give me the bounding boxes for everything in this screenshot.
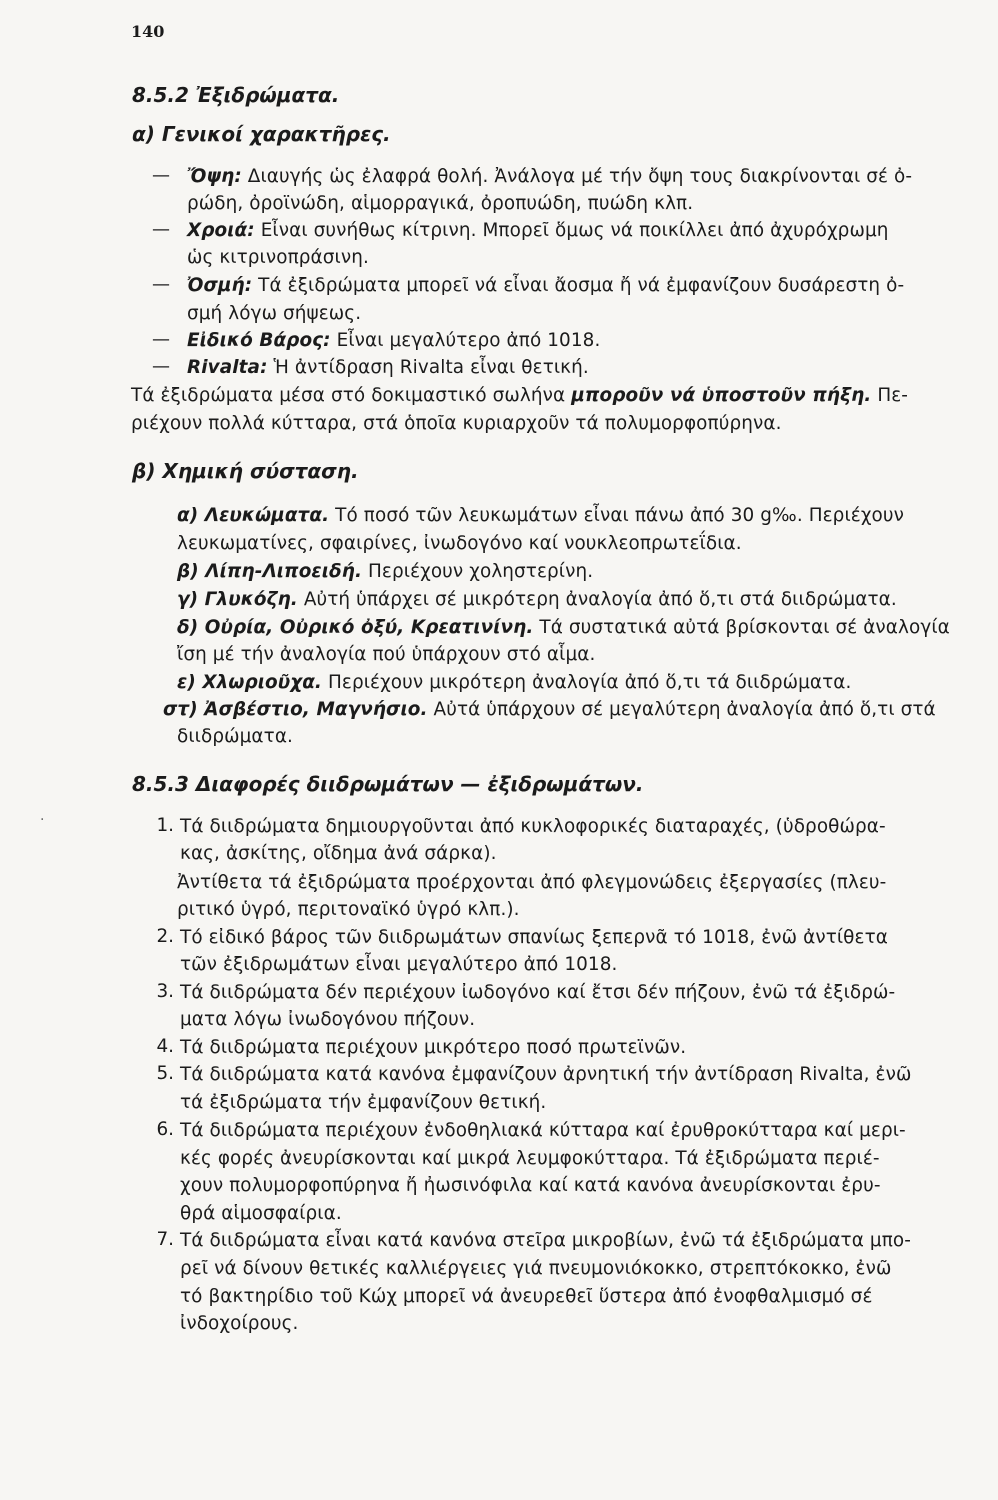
section-853-title: 8.5.3 Διαφορές διιδρωμάτων — ἐξιδρωμάτων.	[132, 772, 644, 796]
characteristic-line: Χροιά: Εἶναι συνήθως κίτρινη. Μπορεῖ ὅμως νά ποικίλλει ἀπό ἀχυρόχρωμη	[187, 220, 889, 241]
item-number: 6.	[156, 1119, 174, 1140]
difference-line: Τά διιδρώματα δημιουργοῦνται ἀπό κυκλοφορικές διαταραχές, (ὑδροθώρα-	[180, 816, 886, 837]
characteristic-line: Ὀσμή: Τά ἐξιδρώματα μπορεῖ νά εἶναι ἄοσμα ἤ νά ἐμφανίζουν δυσάρεστη ὀ-	[187, 275, 905, 296]
subsection-b-title: β) Χημική σύσταση.	[132, 459, 359, 483]
characteristic-line: ὡς κιτρινοπράσινη.	[187, 247, 369, 268]
difference-line: κές φορές ἀνευρίσκονται καί μικρά λευμφοκύτταρα. Τά ἐξιδρώματα περιέ-	[180, 1148, 880, 1169]
difference-line: κας, ἀσκίτης, οἴδημα ἀνά σάρκα).	[180, 843, 497, 864]
characteristic-line: Rivalta: Ἡ ἀντίδραση Rivalta εἶναι θετική.	[187, 357, 589, 378]
bullet-dash: —	[152, 356, 170, 377]
difference-line: Τά διιδρώματα περιέχουν μικρότερο ποσό πρωτεϊνῶν.	[180, 1037, 687, 1058]
chemical-line: διιδρώματα.	[177, 726, 293, 747]
chemical-line: λευκωματίνες, σφαιρίνες, ἰνωδογόνο καί νουκλεοπρωτεΐδια.	[177, 533, 742, 554]
characteristic-line: Εἰδικό Βάρος: Εἶναι μεγαλύτερο ἀπό 1018.	[187, 330, 601, 351]
difference-line: ἰνδοχοίρους.	[180, 1313, 299, 1334]
item-number: 5.	[156, 1063, 174, 1084]
chemical-line: στ) Ἀσβέστιο, Μαγνήσιο. Αὐτά ὑπάρχουν σέ μεγαλύτερη ἀναλογία ἀπό ὅ,τι στά	[163, 699, 936, 720]
difference-line: Τά διιδρώματα εἶναι κατά κανόνα στεῖρα μικροβίων, ἐνῶ τά ἐξιδρώματα μπο-	[180, 1230, 911, 1251]
characteristic-line: Ὄψη: Διαυγής ὡς ἐλαφρά θολή. Ἀνάλογα μέ τήν ὄψη τους διακρίνονται σέ ὀ-	[187, 166, 913, 187]
bullet-dash: —	[152, 219, 170, 240]
item-number: 7.	[156, 1229, 174, 1250]
difference-line: Τά διιδρώματα περιέχουν ἐνδοθηλιακά κύτταρα καί ἐρυθροκύτταρα καί μερι-	[180, 1120, 906, 1141]
difference-line: χουν πολυμορφοπύρηνα ἤ ἠωσινόφιλα καί κατά κανόνα ἀνευρίσκονται ἐρυ-	[180, 1175, 881, 1196]
item-number: 4.	[156, 1036, 174, 1057]
coagulation-paragraph-line2: ριέχουν πολλά κύτταρα, στά ὁποῖα κυριαρχοῦν τά πολυμορφοπύρηνα.	[131, 413, 782, 434]
difference-line: Τό εἰδικό βάρος τῶν διιδρωμάτων σπανίως ξεπερνᾶ τό 1018, ἐνῶ ἀντίθετα	[180, 927, 888, 948]
difference-line: ριτικό ὑγρό, περιτοναϊκό ὑγρό κλπ.).	[177, 899, 520, 920]
margin-speck: ·	[40, 812, 45, 828]
bullet-dash: —	[152, 274, 170, 295]
coagulation-paragraph: Τά ἐξιδρώματα μέσα στό δοκιμαστικό σωλήνα μποροῦν νά ὑποστοῦν πήξη. Πε-	[131, 385, 909, 406]
bullet-dash: —	[152, 165, 170, 186]
difference-line: τά ἐξιδρώματα τήν ἐμφανίζουν θετική.	[180, 1092, 547, 1113]
bullet-dash: —	[152, 329, 170, 350]
characteristic-line: σμή λόγω σήψεως.	[187, 303, 362, 324]
difference-line: ματα λόγω ἰνωδογόνου πήζουν.	[180, 1009, 476, 1030]
chemical-line: δ) Οὐρία, Οὐρικό ὀξύ, Κρεατινίνη. Τά συστατικά αὐτά βρίσκονται σέ ἀναλογία	[177, 617, 950, 638]
chemical-line: γ) Γλυκόζη. Αὐτή ὑπάρχει σέ μικρότερη ἀναλογία ἀπό ὅ,τι στά διιδρώματα.	[177, 589, 897, 610]
difference-line: Τά διιδρώματα κατά κανόνα ἐμφανίζουν ἀρνητική τήν ἀντίδραση Rivalta, ἐνῶ	[180, 1064, 912, 1085]
difference-line: Ἀντίθετα τά ἐξιδρώματα προέρχονται ἀπό φλεγμονώδεις ἐξεργασίες (πλευ-	[177, 872, 887, 893]
page-number: 140	[131, 22, 165, 41]
item-number: 3.	[156, 981, 174, 1002]
difference-line: ρεῖ νά δίνουν θετικές καλλιέργειες γιά πνευμονιόκοκκο, στρεπτόκοκκο, ἐνῶ	[180, 1258, 892, 1279]
difference-line: θρά αἱμοσφαίρια.	[180, 1203, 342, 1224]
item-number: 2.	[156, 926, 174, 947]
difference-line: Τά διιδρώματα δέν περιέχουν ἰωδογόνο καί ἔτσι δέν πήζουν, ἐνῶ τά ἐξιδρώ-	[180, 982, 896, 1003]
section-852-title: 8.5.2 Ἐξιδρώματα.	[132, 83, 340, 107]
difference-line: τῶν ἐξιδρωμάτων εἶναι μεγαλύτερο ἀπό 1018.	[180, 954, 618, 975]
item-number: 1.	[156, 815, 174, 836]
chemical-line: β) Λίπη-Λιποειδή. Περιέχουν χοληστερίνη.	[177, 561, 594, 582]
difference-line: τό βακτηρίδιο τοῦ Κώχ μπορεῖ νά ἀνευρεθεῖ ὕστερα ἀπό ἐνοφθαλμισμό σέ	[180, 1286, 873, 1307]
characteristic-line: ρώδη, ὀροϊνώδη, αἱμορραγικά, ὀροπυώδη, πυώδη κλπ.	[187, 193, 694, 214]
subsection-a-title: α) Γενικοί χαρακτῆρες.	[132, 122, 391, 146]
chemical-line: ἴση μέ τήν ἀναλογία πού ὑπάρχουν στό αἷμα.	[177, 644, 596, 665]
chemical-line: α) Λευκώματα. Τό ποσό τῶν λευκωμάτων εἶναι πάνω ἀπό 30 g‰. Περιέχουν	[177, 505, 905, 526]
chemical-line: ε) Χλωριοῦχα. Περιέχουν μικρότερη ἀναλογία ἀπό ὅ,τι τά διιδρώματα.	[177, 672, 852, 693]
